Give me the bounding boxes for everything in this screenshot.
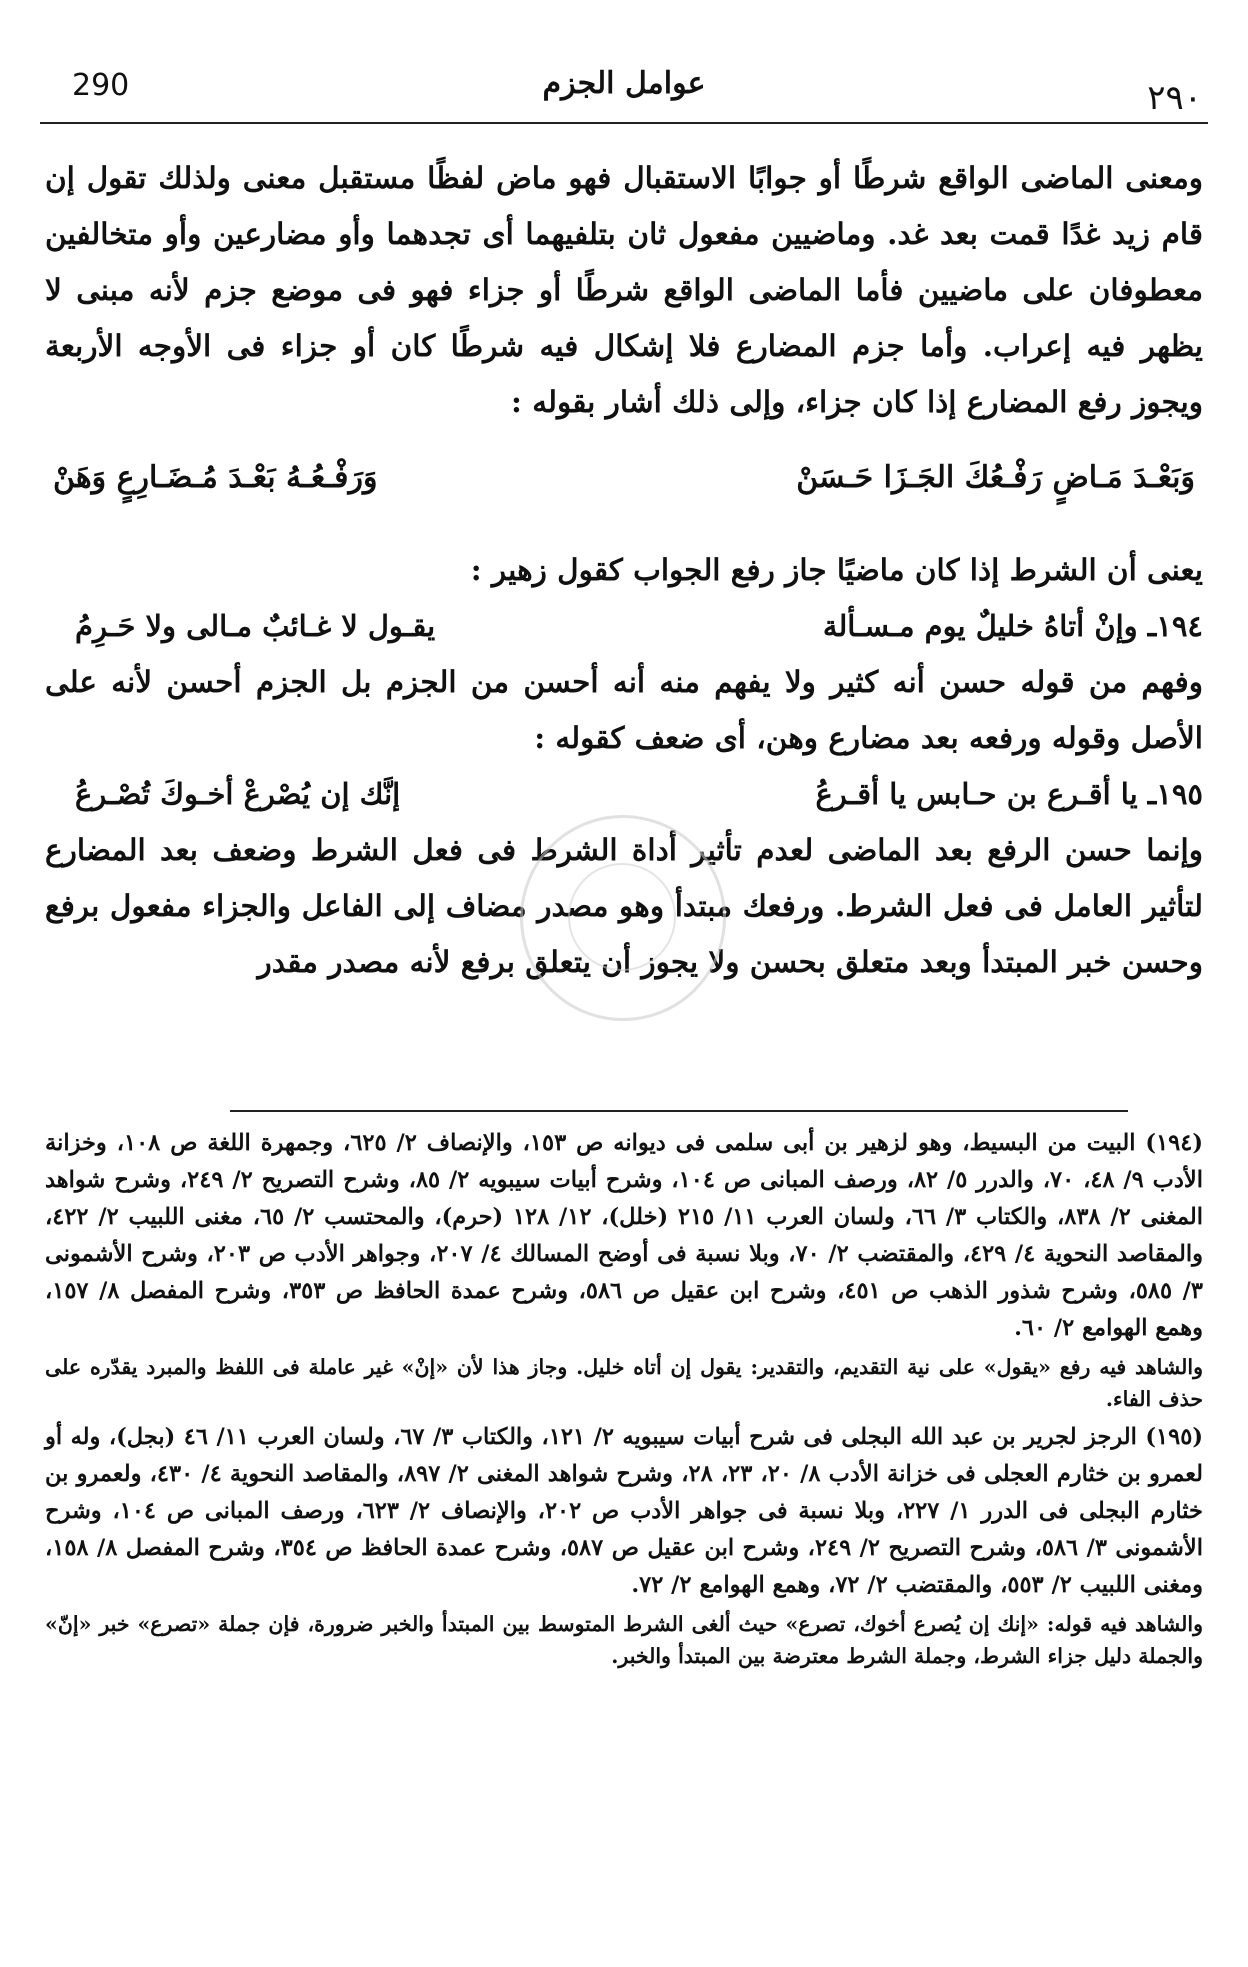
poem-194 bbox=[45, 598, 1203, 654]
paragraph: وإنما حسن الرفع بعد الماضى لعدم تأثير أداة الشرط فى فعل الشرط وضعف بعد المضارع لتأثير العامل فى فعل الشرط. ورفعك مبتدأ وهو مصدر مضاف إلى الفاعل والجزاء مفعول برفع وحسن خبر المبتدأ وبعد متعلق بحسن ولا يجوز أن يتعلق برفع لأنه مصدر مقدر bbox=[45, 832, 1203, 979]
page-number-arabic: ٢٩٠ bbox=[1147, 78, 1202, 118]
poem-195 bbox=[45, 766, 1203, 822]
footnote-194-witness: والشاهد فيه رفع «يقول» على نية التقديم، والتقدير: يقول إن أتاه خليل. وجاز هذا لأن «إنْ» غير عاملة فى اللفظ والمبرد يقدّره على حذف الفاء. bbox=[45, 1355, 1203, 1411]
footnotes bbox=[45, 1125, 1203, 1676]
running-header bbox=[40, 60, 1208, 124]
poem-194-first-hemistich: ١٩٤ـ وإنْ أتاهُ خليلٌ يوم مـسـألة bbox=[822, 609, 1203, 643]
footnote-195: (١٩٥) الرجز لجرير بن عبد الله البجلى فى شرح أبيات سيبويه ٢/ ١٢١، والكتاب ٣/ ٦٧، ولسان العرب ١١/ ٤٦ (بجل)، وله أو لعمرو بن خثارم العجلى فى خزانة الأدب ٨/ ٢٠، ٢٣، ٢٨، وشرح شواهد المغنى ٢/ ٨٩٧، والمقاصد النحوية ٤/ ٤٣٠، ولعمرو بن خثارم البجلى فى الدرر ١/ ٢٢٧، وبلا نسبة فى جواهر الأدب ص ٢٠٢، والإنصاف ٢/ ٦٢٣، ورصف المبانى ص ١٠٤، وشرح الأشمونى ٣/ ٥٨٦، وشرح التصريح ٢/ ٢٤٩، وشرح ابن عقيل ص ٥٨٧، وشرح عمدة الحافظ ص ٣٥٤، وشرح المفصل ٨/ ١٥٨، ومغنى اللبيب ٢/ ٥٥٣، والمقتضب ٢/ ٧٢، وهمع الهوامع ٢/ ٧٢. bbox=[45, 1424, 1203, 1598]
page-number-latin: 290 bbox=[72, 68, 130, 103]
paragraph: يعنى أن الشرط إذا كان ماضيًا جاز رفع الجواب كقول زهير : bbox=[470, 552, 1203, 587]
verse-second-hemistich: وَرَفْـعُـهُ بَعْـدَ مُـضَـارِعٍ وَهَنْ bbox=[53, 460, 378, 495]
poem-195-second-hemistich: إنَّك إن يُصْرعْ أخـوكَ تُصْـرعُ bbox=[75, 777, 401, 811]
paragraph: وفهم من قوله حسن أنه كثير ولا يفهم منه أنه أحسن من الجزم بل الجزم أحسن لأنه على الأصل وقوله ورفعه بعد مضارع وهن، أى ضعف كقوله : bbox=[45, 664, 1203, 755]
footnote-divider bbox=[230, 1110, 1128, 1112]
chapter-title: عوامل الجزم bbox=[542, 66, 706, 101]
footnote-194: (١٩٤) البيت من البسيط، وهو لزهير بن أبى سلمى فى ديوانه ص ١٥٣، والإنصاف ٢/ ٦٢٥، وجمهرة اللغة ص ١٠٨، وخزانة الأدب ٩/ ٤٨، ٧٠، والدرر ٥/ ٨٢، ورصف المبانى ص ١٠٤، وشرح أبيات سيبويه ٢/ ٨٥، وشرح التصريح ٢/ ٢٤٩، وشرح شواهد المغنى ٢/ ٨٣٨، والكتاب ٣/ ٦٦، ولسان العرب ١١/ ٢١٥ (خلل)، ١٢/ ١٢٨ (حرم)، والمحتسب ٢/ ٦٥، مغنى اللبيب ٢/ ٤٢٢، والمقاصد النحوية ٤/ ٤٢٩، والمقتضب ٢/ ٧٠، وبلا نسبة فى أوضح المسالك ٤/ ٢٠٧، وجواهر الأدب ص ٢٠٣، وشرح الأشمونى ٣/ ٥٨٥، وشرح شذور الذهب ص ٤٥١، وشرح ابن عقيل ص ٥٨٦، وشرح عمدة الحافظ ص ٣٥٣، وشرح المفصل ٨/ ١٥٧، وهمع الهوامع ٢/ ٦٠. bbox=[45, 1130, 1204, 1341]
alfiyya-verse bbox=[53, 450, 1195, 506]
poem-194-second-hemistich: يقـول لا غـائبٌ مـالى ولا حَـرِمُ bbox=[75, 609, 436, 643]
footnote-195-witness: والشاهد فيه قوله: «إنك إن يُصرع أخوك، تصرع» حيث ألغى الشرط المتوسط بين المبتدأ والخبر ضرورة، فإن جملة «تصرع» خبر «إنّ» والجملة دليل جزاء الشرط، وجملة الشرط معترضة بين المبتدأ والخبر. bbox=[45, 1612, 1203, 1668]
poem-195-first-hemistich: ١٩٥ـ يا أقـرع بن حـابس يا أقـرعُ bbox=[815, 777, 1203, 811]
verse-first-hemistich: وَبَعْـدَ مَـاضٍ رَفْـعُكَ الجَـزَا حَـسَنْ bbox=[796, 460, 1195, 495]
paragraph: ومعنى الماضى الواقع شرطًا أو جوابًا الاستقبال فهو ماض لفظًا مستقبل معنى ولذلك تقول إن قام زيد غدًا قمت بعد غد. وماضيين مفعول ثان بتلفيهما أى تجدهما وأو مضارعين وأو متخالفين معطوفان على ماضيين فأما الماضى الواقع شرطًا أو جزاء فهو فى موضع جزم لأنه مبنى لا يظهر فيه إعراب. وأما جزم المضارع فلا إشكال فيه شرطًا كان أو جزاء فى الأوجه الأربعة ويجوز رفع المضارع إذا كان جزاء، وإلى ذلك أشار بقوله : bbox=[45, 160, 1203, 419]
library-stamp-watermark bbox=[520, 815, 726, 1021]
